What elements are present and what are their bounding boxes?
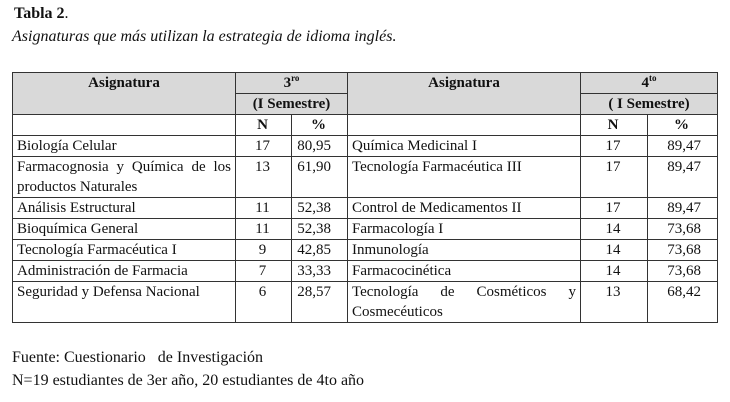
table-caption: Asignaturas que más utilizan la estrategia de idioma inglés. (12, 28, 397, 45)
year4-sup: to (649, 73, 657, 83)
n-4: 17 (581, 136, 648, 157)
col-header-subject-3: Asignatura (13, 73, 236, 115)
blank-cell (13, 115, 236, 136)
year4-semester: ( I Semestre) (581, 94, 718, 115)
subject-4: Química Medicinal I (348, 136, 581, 157)
col-header-year4 (581, 73, 718, 94)
pct-4: 73,68 (648, 261, 718, 282)
subject-4: Farmacología I (348, 219, 581, 240)
table-row (13, 219, 718, 240)
n-4: 17 (581, 198, 648, 219)
header-row (13, 73, 718, 94)
blank-cell (348, 115, 581, 136)
subject-3: Administración de Farmacia (13, 261, 236, 282)
n-4: 14 (581, 219, 648, 240)
year3-sup: ro (291, 73, 300, 83)
pct-4: 89,47 (648, 157, 718, 198)
subject-4: Inmunología (348, 240, 581, 261)
col-header-subject-4: Asignatura (348, 73, 581, 115)
n-3: 7 (236, 261, 292, 282)
year3-semester: (I Semestre) (236, 94, 348, 115)
subject-4: Farmacocinética (348, 261, 581, 282)
table-row (13, 136, 718, 157)
subheader-row (13, 115, 718, 136)
pct-3: 28,57 (292, 282, 348, 323)
n-4: 14 (581, 240, 648, 261)
n-3: 17 (236, 136, 292, 157)
table-row (13, 157, 718, 198)
sample-note: N=19 estudiantes de 3er año, 20 estudiantes de 4to año (12, 372, 365, 389)
pct-4: 73,68 (648, 219, 718, 240)
col-header-year3 (236, 73, 348, 94)
table-label: Tabla 2 (14, 5, 65, 22)
n-3: 11 (236, 219, 292, 240)
year3-base: 3 (283, 75, 292, 91)
n-3: 13 (236, 157, 292, 198)
pct-3: 52,38 (292, 219, 348, 240)
subject-4: Tecnología de Cosméticos y Cosmecéuticos (348, 282, 581, 323)
subject-3: Tecnología Farmacéutica I (13, 240, 236, 261)
subject-3: Seguridad y Defensa Nacional (13, 282, 236, 323)
pct-3: 33,33 (292, 261, 348, 282)
subject-3: Bioquímica General (13, 219, 236, 240)
subject-3: Biología Celular (13, 136, 236, 157)
n-header-3: N (236, 115, 292, 136)
pct-3: 42,85 (292, 240, 348, 261)
subject-3: Análisis Estructural (13, 198, 236, 219)
pct-3: 61,90 (292, 157, 348, 198)
pct-header-4: % (648, 115, 718, 136)
subjects-table (12, 72, 718, 323)
n-header-4: N (581, 115, 648, 136)
year4-base: 4 (641, 75, 649, 91)
pct-3: 52,38 (292, 198, 348, 219)
table-title (14, 5, 69, 23)
n-4: 14 (581, 261, 648, 282)
n-3: 9 (236, 240, 292, 261)
table-label-dot: . (64, 5, 69, 22)
subject-4: Control de Medicamentos II (348, 198, 581, 219)
pct-4: 68,42 (648, 282, 718, 323)
n-3: 11 (236, 198, 292, 219)
subject-3: Farmacognosia y Química de los productos Naturales (13, 157, 236, 198)
n-4: 17 (581, 157, 648, 198)
pct-3: 80,95 (292, 136, 348, 157)
n-4: 13 (581, 282, 648, 323)
pct-4: 73,68 (648, 240, 718, 261)
source-note: Fuente: Cuestionario de Investigación (12, 349, 264, 366)
pct-4: 89,47 (648, 198, 718, 219)
table-row (13, 282, 718, 323)
n-3: 6 (236, 282, 292, 323)
pct-header-3: % (292, 115, 348, 136)
table-row (13, 261, 718, 282)
table-row (13, 198, 718, 219)
pct-4: 89,47 (648, 136, 718, 157)
subject-4: Tecnología Farmacéutica III (348, 157, 581, 198)
table-row (13, 240, 718, 261)
